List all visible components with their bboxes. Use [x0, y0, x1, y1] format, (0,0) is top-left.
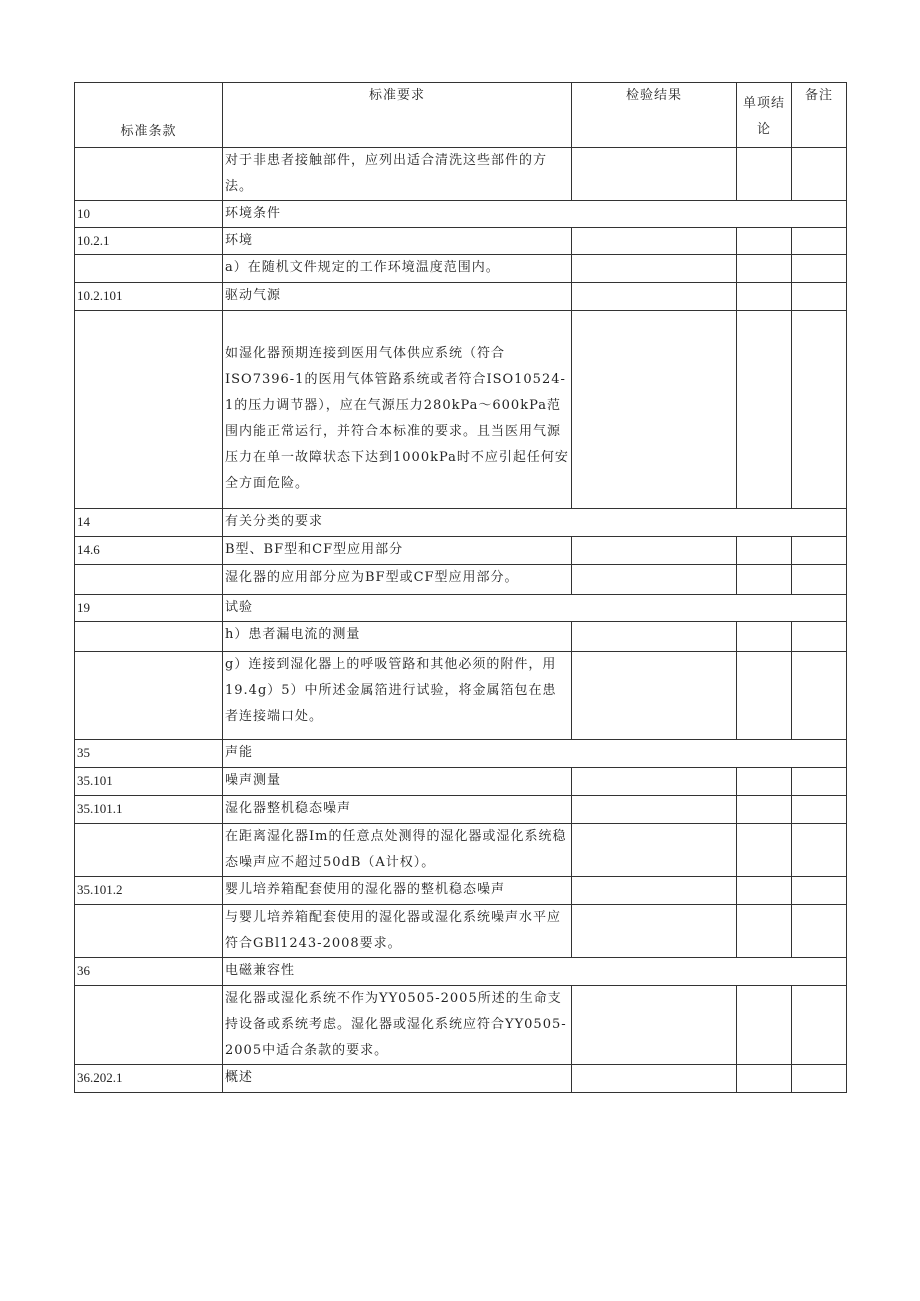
requirement-cell: 噪声测量: [223, 768, 572, 796]
clause-cell: [75, 148, 223, 201]
requirement-cell: a）在随机文件规定的工作环境温度范围内。: [223, 255, 572, 283]
conclusion-cell: [737, 622, 792, 652]
conclusion-cell: [737, 311, 792, 509]
remark-cell: [792, 565, 847, 595]
result-cell: [572, 986, 737, 1065]
inspection-table: [74, 82, 847, 1093]
clause-cell: 19: [75, 595, 223, 622]
clause-cell: 10: [75, 201, 223, 228]
clause-cell: [75, 565, 223, 595]
remark-cell: [792, 622, 847, 652]
result-cell: [572, 877, 737, 905]
section-row: [75, 740, 847, 768]
requirement-cell: 如湿化器预期连接到医用气体供应系统（符合ISO7396-1的医用气体管路系统或者符合ISO10524-1的压力调节器），应在气源压力280kPa～600kPa范围内能正常运行，并符合本标准的要求。且当医用气源压力在单一故障状态下达到1000kPa时不应引起任何安全方面危险。: [223, 311, 572, 509]
table-row: [75, 986, 847, 1065]
remark-cell: [792, 255, 847, 283]
section-title-cell: 试验: [223, 595, 847, 622]
requirement-cell: h）患者漏电流的测量: [223, 622, 572, 652]
table-row: [75, 148, 847, 201]
clause-cell: 10.2.1: [75, 228, 223, 255]
remark-cell: [792, 537, 847, 565]
section-title-cell: 声能: [223, 740, 847, 768]
requirement-cell: g）连接到湿化器上的呼吸管路和其他必须的附件，用19.4g）5）中所述金属箔进行试验，将金属箔包在患者连接端口处。: [223, 652, 572, 740]
table-row: [75, 877, 847, 905]
result-cell: [572, 283, 737, 311]
clause-cell: 36: [75, 958, 223, 986]
requirement-cell: 与婴儿培养箱配套使用的湿化器或湿化系统噪声水平应符合GBl1243-2008要求。: [223, 905, 572, 958]
requirement-cell: 湿化器的应用部分应为BF型或CF型应用部分。: [223, 565, 572, 595]
conclusion-cell: [737, 1065, 792, 1093]
remark-cell: [792, 768, 847, 796]
remark-cell: [792, 824, 847, 877]
clause-cell: 36.202.1: [75, 1065, 223, 1093]
result-cell: [572, 796, 737, 824]
remark-cell: [792, 796, 847, 824]
table-row: [75, 652, 847, 740]
clause-cell: [75, 311, 223, 509]
remark-cell: [792, 1065, 847, 1093]
conclusion-cell: [737, 824, 792, 877]
clause-cell: 14: [75, 509, 223, 537]
remark-cell: [792, 148, 847, 201]
requirement-cell: 驱动气源: [223, 283, 572, 311]
clause-cell: [75, 986, 223, 1065]
conclusion-cell: [737, 877, 792, 905]
table-row: [75, 565, 847, 595]
remark-cell: [792, 652, 847, 740]
header-remark: 备注: [792, 83, 847, 148]
conclusion-cell: [737, 652, 792, 740]
header-result: 检验结果: [572, 83, 737, 148]
clause-cell: 35: [75, 740, 223, 768]
clause-cell: [75, 824, 223, 877]
conclusion-cell: [737, 148, 792, 201]
result-cell: [572, 622, 737, 652]
clause-cell: [75, 622, 223, 652]
clause-cell: 35.101.1: [75, 796, 223, 824]
remark-cell: [792, 905, 847, 958]
conclusion-cell: [737, 255, 792, 283]
table-row: [75, 228, 847, 255]
conclusion-cell: [737, 796, 792, 824]
section-title-cell: 环境条件: [223, 201, 847, 228]
requirement-cell: 婴儿培养箱配套使用的湿化器的整机稳态噪声: [223, 877, 572, 905]
result-cell: [572, 148, 737, 201]
section-row: [75, 595, 847, 622]
remark-cell: [792, 877, 847, 905]
conclusion-cell: [737, 986, 792, 1065]
table-row: [75, 283, 847, 311]
result-cell: [572, 905, 737, 958]
conclusion-cell: [737, 768, 792, 796]
remark-cell: [792, 311, 847, 509]
result-cell: [572, 228, 737, 255]
remark-cell: [792, 228, 847, 255]
requirement-cell: 湿化器整机稳态噪声: [223, 796, 572, 824]
remark-cell: [792, 986, 847, 1065]
table-row: [75, 622, 847, 652]
conclusion-cell: [737, 537, 792, 565]
header-clause: 标准条款: [75, 83, 223, 148]
header-requirement: 标准要求: [223, 83, 572, 148]
section-title-cell: 有关分类的要求: [223, 509, 847, 537]
conclusion-cell: [737, 905, 792, 958]
clause-cell: [75, 255, 223, 283]
section-row: [75, 958, 847, 986]
result-cell: [572, 768, 737, 796]
result-cell: [572, 537, 737, 565]
clause-cell: 35.101.2: [75, 877, 223, 905]
result-cell: [572, 1065, 737, 1093]
table-row: [75, 905, 847, 958]
clause-cell: 10.2.101: [75, 283, 223, 311]
result-cell: [572, 255, 737, 283]
section-row: [75, 509, 847, 537]
conclusion-cell: [737, 228, 792, 255]
requirement-cell: B型、BF型和CF型应用部分: [223, 537, 572, 565]
requirement-cell: 湿化器或湿化系统不作为YY0505-2005所述的生命支持设备或系统考虑。湿化器或湿化系统应符合YY0505-2005中适合条款的要求。: [223, 986, 572, 1065]
table-row: [75, 537, 847, 565]
table-row: [75, 768, 847, 796]
table-header-row: [75, 83, 847, 148]
section-row: [75, 201, 847, 228]
clause-cell: 14.6: [75, 537, 223, 565]
clause-cell: 35.101: [75, 768, 223, 796]
requirement-cell: 概述: [223, 1065, 572, 1093]
result-cell: [572, 652, 737, 740]
table-row: [75, 824, 847, 877]
requirement-cell: 环境: [223, 228, 572, 255]
header-conclusion: 单项结论: [737, 83, 792, 148]
remark-cell: [792, 283, 847, 311]
clause-cell: [75, 905, 223, 958]
conclusion-cell: [737, 283, 792, 311]
requirement-cell: 对于非患者接触部件，应列出适合清洗这些部件的方法。: [223, 148, 572, 201]
result-cell: [572, 565, 737, 595]
requirement-cell: 在距离湿化器Im的任意点处测得的湿化器或湿化系统稳态噪声应不超过50dB（A计权）。: [223, 824, 572, 877]
table-row: [75, 311, 847, 509]
table-row: [75, 255, 847, 283]
conclusion-cell: [737, 565, 792, 595]
section-title-cell: 电磁兼容性: [223, 958, 847, 986]
clause-cell: [75, 652, 223, 740]
table-row: [75, 796, 847, 824]
result-cell: [572, 311, 737, 509]
result-cell: [572, 824, 737, 877]
table-row: [75, 1065, 847, 1093]
